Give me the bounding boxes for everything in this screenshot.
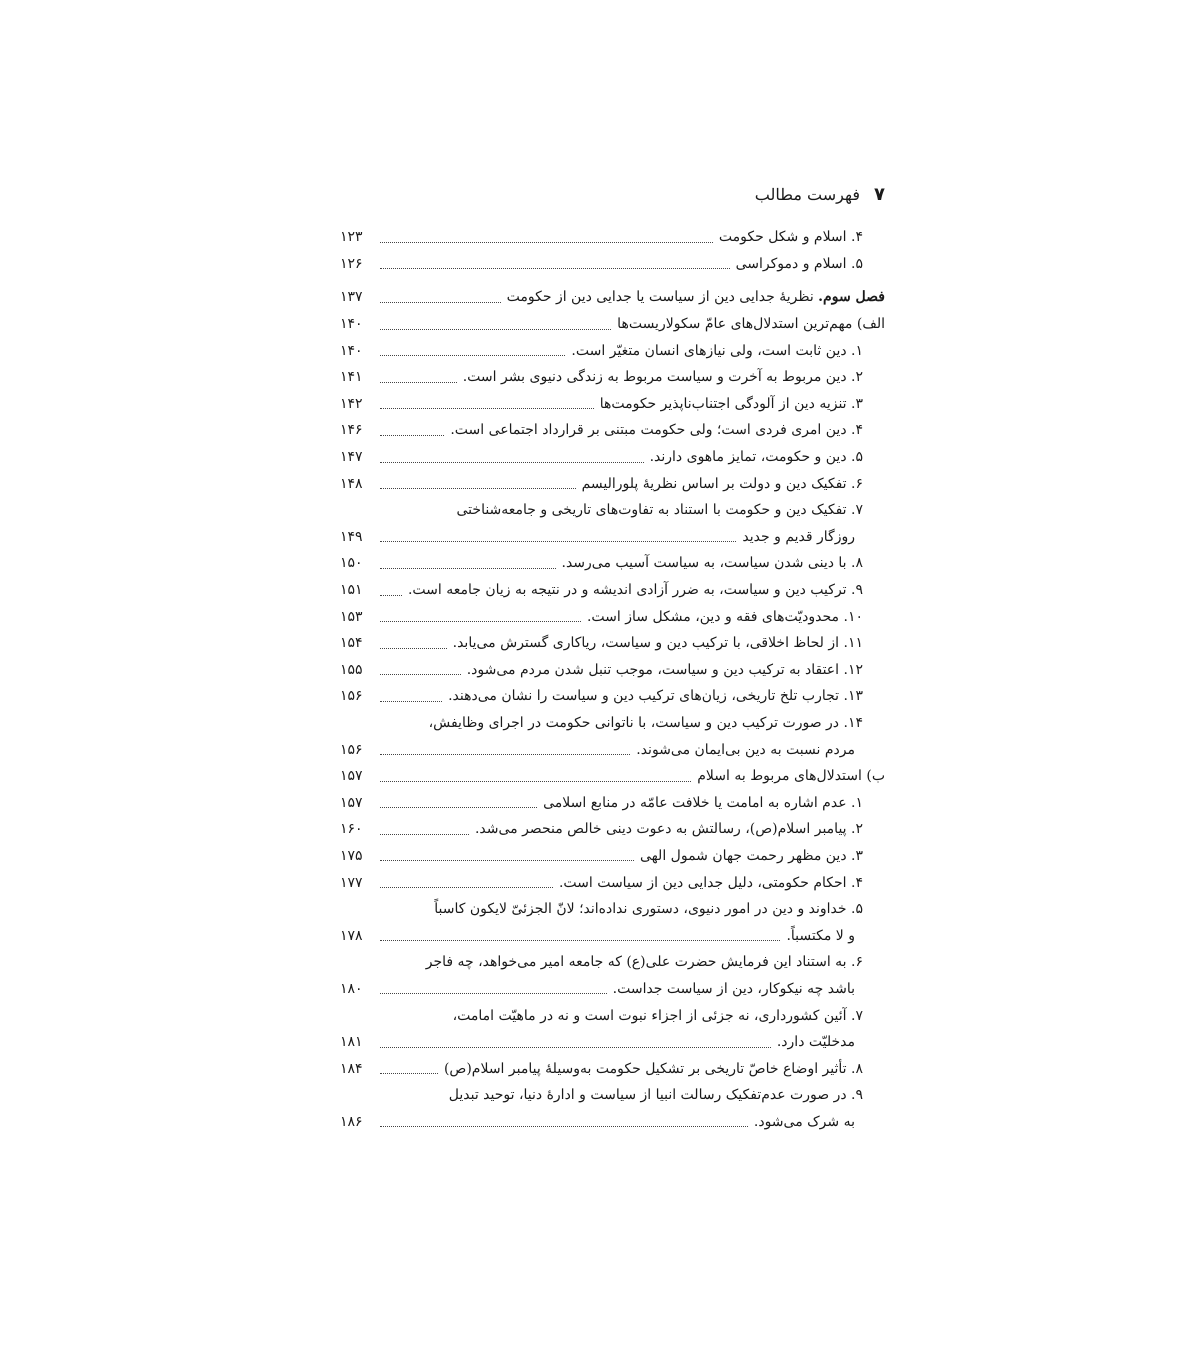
toc-entry-text: ۸. با دینی شدن سیاست، به سیاست آسیب می‌رسد. — [561, 555, 863, 572]
toc-entry-text: نظریهٔ جدایی دین از سیاست یا جدایی دین از حکومت — [506, 289, 819, 306]
toc-entry-text: ۷. تفکیک دین و حکومت با استناد به تفاوت‌های تاریخی و جامعه‌شناختی — [456, 502, 863, 519]
toc-entry — [340, 391, 885, 418]
dot-leader — [380, 674, 461, 675]
toc-entry-title — [426, 954, 885, 970]
toc-entry-text: ۹. در صورت عدم‌تفکیک رسالت انبیا از سیاست و ادارهٔ دنیا، توحید تبدیل — [448, 1087, 863, 1104]
dot-leader — [380, 488, 576, 489]
toc-entry — [340, 736, 885, 763]
toc-entry — [340, 251, 885, 278]
toc-entry-text: به شرک می‌شود. — [753, 1113, 855, 1130]
dot-leader — [380, 302, 501, 303]
dot-leader — [380, 242, 713, 243]
toc-entry — [340, 603, 885, 630]
toc-entry-title — [457, 502, 885, 518]
toc-entry-text: ۸. تأثیر اوضاع خاصّ تاریخی بر تشکیل حکومت به‌وسیلهٔ پیامبر اسلام(ص) — [443, 1060, 863, 1077]
header-title: فهرست مطالب — [754, 184, 860, 204]
toc-page-number: ۱۵۳ — [340, 608, 363, 625]
toc-entry-text: ۵. اسلام و دموکراسی — [735, 255, 863, 272]
toc-page-number: ۱۴۹ — [340, 528, 363, 545]
toc-entry — [340, 577, 885, 604]
toc-page-number: ۱۵۶ — [340, 688, 363, 705]
toc-entry-text: ب) استدلال‌های مربوط به اسلام — [697, 768, 885, 785]
toc-entry-title — [429, 715, 885, 731]
toc-entry — [340, 470, 885, 497]
dot-leader — [380, 435, 444, 436]
toc-page-number: ۱۵۱ — [340, 582, 363, 599]
toc-entry-text: ۱۱. از لحاظ اخلاقی، با ترکیب دین و سیاست، ریاکاری گسترش می‌یابد. — [452, 635, 863, 652]
toc-entry-title — [650, 449, 885, 465]
toc-page-number: ۱۸۱ — [340, 1034, 363, 1051]
toc-entry — [340, 1109, 885, 1136]
toc-entry-text: روزگار قدیم و جدید — [742, 528, 855, 545]
dot-leader — [380, 754, 630, 755]
toc-entry-text: ۲. دین مربوط به آخرت و سیاست مربوط به زندگی دنیوی بشر است. — [462, 369, 863, 386]
toc-entry — [340, 337, 885, 364]
toc-page-number: ۱۵۵ — [340, 661, 363, 678]
toc-page-number: ۱۲۳ — [340, 229, 363, 246]
toc-entry-title — [543, 795, 885, 811]
toc-entry — [340, 630, 885, 657]
toc-entry-text: ۶. به استناد این فرمایش حضرت علی(ع) که جامعه امیر می‌خواهد، چه فاجر — [425, 954, 863, 971]
dot-leader — [380, 940, 780, 941]
dot-leader — [380, 781, 691, 782]
toc-entry — [340, 1029, 885, 1056]
dot-leader — [380, 993, 607, 994]
toc-page-number: ۱۳۷ — [340, 289, 363, 306]
toc-entry — [340, 789, 885, 816]
dot-leader — [380, 834, 469, 835]
toc-entry-text: و لا مکتسباً. — [786, 927, 855, 944]
toc-entry — [340, 311, 885, 338]
toc-page-number: ۱۴۲ — [340, 395, 363, 412]
toc-entry — [340, 922, 885, 949]
dot-leader — [380, 701, 442, 702]
toc-entry-title — [719, 229, 885, 245]
toc-entry-text: ۴. اسلام و شکل حکومت — [718, 229, 863, 246]
toc-entry-title — [434, 901, 885, 917]
toc-entry-title — [453, 1008, 885, 1024]
toc-page-number: ۱۴۰ — [340, 316, 363, 333]
toc-entry-text: مردم نسبت به دین بی‌ایمان می‌شوند. — [636, 741, 855, 758]
toc-entry — [340, 284, 885, 311]
page-header — [340, 178, 885, 210]
toc-entry-title — [475, 821, 885, 837]
toc-page-number: ۱۴۶ — [340, 422, 363, 439]
toc-entry — [340, 710, 885, 737]
dot-leader — [380, 408, 594, 409]
toc-entry — [340, 497, 885, 524]
toc-page-number: ۱۵۶ — [340, 741, 363, 758]
toc-entry-title — [697, 768, 885, 784]
toc-entry — [340, 763, 885, 790]
toc-entry-text: ۱. دین ثابت است، ولی نیازهای انسان متغیّر است. — [571, 342, 863, 359]
dot-leader — [380, 1126, 748, 1127]
toc-entry — [340, 816, 885, 843]
toc-entry-title — [467, 662, 885, 678]
dot-leader — [380, 382, 457, 383]
toc-entry-title — [613, 981, 885, 997]
toc-entry-title — [408, 582, 885, 598]
dot-leader — [380, 1073, 438, 1074]
toc-entry — [340, 224, 885, 251]
table-of-contents — [340, 224, 885, 1135]
toc-entry-text: ۶. تفکیک دین و دولت بر اساس نظریهٔ پلورالیسم — [581, 475, 863, 492]
toc-entry-text: ۲. پیامبر اسلام(ص)، رسالتش به دعوت دینی خالص منحصر می‌شد. — [474, 821, 863, 838]
toc-entry-title — [449, 1087, 885, 1103]
toc-entry-text: ۹. ترکیب دین و سیاست، به ضرر آزادی اندیشه و در نتیجه به زیان جامعه است. — [407, 582, 863, 599]
toc-entry-title — [463, 369, 885, 385]
toc-page-number: ۱۴۰ — [340, 342, 363, 359]
toc-entry — [340, 896, 885, 923]
toc-page-number: ۱۸۴ — [340, 1060, 363, 1077]
toc-entry — [340, 417, 885, 444]
toc-entry — [340, 550, 885, 577]
toc-entry-title — [777, 1034, 885, 1050]
toc-page-number: ۱۵۰ — [340, 555, 363, 572]
toc-entry-title — [786, 928, 885, 944]
toc-page-number: ۱۶۰ — [340, 821, 363, 838]
toc-entry-title — [571, 343, 885, 359]
toc-entry-title — [636, 742, 885, 758]
toc-entry-text: ۳. دین مظهر رحمت جهان شمول الهی — [639, 847, 863, 864]
dot-leader — [380, 541, 736, 542]
toc-page-number: ۱۵۴ — [340, 635, 363, 652]
toc-entry — [340, 949, 885, 976]
toc-entry — [340, 364, 885, 391]
dot-leader — [380, 268, 730, 269]
toc-entry — [340, 1055, 885, 1082]
toc-entry — [340, 1002, 885, 1029]
toc-entry-title — [444, 1061, 885, 1077]
toc-entry-title — [582, 476, 885, 492]
dot-leader — [380, 568, 556, 569]
chapter-label: فصل سوم. — [818, 289, 885, 306]
toc-page-number: ۱۴۱ — [340, 369, 363, 386]
dot-leader — [380, 621, 581, 622]
toc-entry-title — [754, 1114, 885, 1130]
toc-entry-title — [640, 848, 885, 864]
dot-leader — [380, 807, 537, 808]
toc-entry-text: ۱. عدم اشاره به امامت یا خلافت عامّه در منابع اسلامی — [543, 794, 863, 811]
toc-entry-text: ۵. دین و حکومت، تمایز ماهوی دارند. — [649, 449, 863, 466]
toc-page-number: ۱۴۸ — [340, 475, 363, 492]
toc-page-number: ۱۵۷ — [340, 768, 363, 785]
toc-entry-title — [562, 555, 886, 571]
toc-entry-title — [453, 635, 885, 651]
toc-page-number: ۱۷۵ — [340, 847, 363, 864]
toc-entry — [340, 976, 885, 1003]
toc-entry-title — [559, 875, 885, 891]
toc-entry — [340, 657, 885, 684]
toc-entry — [340, 683, 885, 710]
dot-leader — [380, 1047, 771, 1048]
toc-entry-text: ۴. دین امری فردی است؛ ولی حکومت مبتنی بر قرارداد اجتماعی است. — [450, 422, 863, 439]
toc-entry-title — [450, 422, 885, 438]
header-page-number: ۷ — [874, 183, 885, 205]
dot-leader — [380, 329, 611, 330]
toc-entry-title — [587, 609, 885, 625]
toc-entry-text: ۴. احکام حکومتی، دلیل جدایی دین از سیاست است. — [558, 874, 863, 891]
toc-entry-text: ۱۲. اعتقاد به ترکیب دین و سیاست، موجب تنبل شدن مردم می‌شود. — [466, 661, 863, 678]
toc-entry-text: مدخلیّت دارد. — [776, 1034, 855, 1051]
toc-page-number: ۱۷۷ — [340, 874, 363, 891]
toc-entry — [340, 1082, 885, 1109]
toc-page-number: ۱۸۰ — [340, 980, 363, 997]
dot-leader — [380, 462, 644, 463]
toc-entry-text: ۱۰. محدودیّت‌های فقه و دین، مشکل ساز است. — [586, 608, 863, 625]
toc-entry-title — [448, 688, 885, 704]
toc-entry-title — [736, 256, 885, 272]
toc-entry-text: ۱۴. در صورت ترکیب دین و سیاست، با ناتوانی حکومت در اجرای وظایفش، — [428, 714, 863, 731]
toc-entry-title — [742, 529, 885, 545]
toc-page-number: ۱۲۶ — [340, 255, 363, 272]
toc-page-number: ۱۵۷ — [340, 794, 363, 811]
toc-page-number: ۱۴۷ — [340, 449, 363, 466]
toc-page-number: ۱۷۸ — [340, 927, 363, 944]
toc-entry-text: ۷. آئین کشورداری، نه جزئی از اجزاء نبوت است و نه در ماهیّت امامت، — [452, 1007, 863, 1024]
dot-leader — [380, 648, 447, 649]
toc-entry-title — [600, 396, 885, 412]
toc-entry-title — [507, 289, 885, 305]
toc-page-number: ۱۸۶ — [340, 1113, 363, 1130]
toc-entry-text: ۵. خداوند و دین در امور دنیوی، دستوری نداده‌اند؛ لانّ الجزئیّ لایکون کاسباً — [434, 901, 863, 918]
toc-entry-title — [617, 316, 885, 332]
toc-entry — [340, 524, 885, 551]
toc-entry-text: باشد چه نیکوکار، دین از سیاست جداست. — [612, 980, 855, 997]
toc-entry — [340, 869, 885, 896]
toc-entry — [340, 843, 885, 870]
dot-leader — [380, 355, 565, 356]
dot-leader — [380, 887, 553, 888]
dot-leader — [380, 595, 402, 596]
dot-leader — [380, 860, 634, 861]
toc-entry-text: ۱۳. تجارب تلخ تاریخی، زیان‌های ترکیب دین و سیاست را نشان می‌دهند. — [448, 688, 863, 705]
toc-entry-text: ۳. تنزیه دین از آلودگی اجتناب‌ناپذیر حکومت‌ها — [599, 395, 863, 412]
toc-entry — [340, 444, 885, 471]
toc-entry-text: الف) مهم‌ترین استدلال‌های عامّ سکولاریست‌ها — [617, 316, 885, 333]
